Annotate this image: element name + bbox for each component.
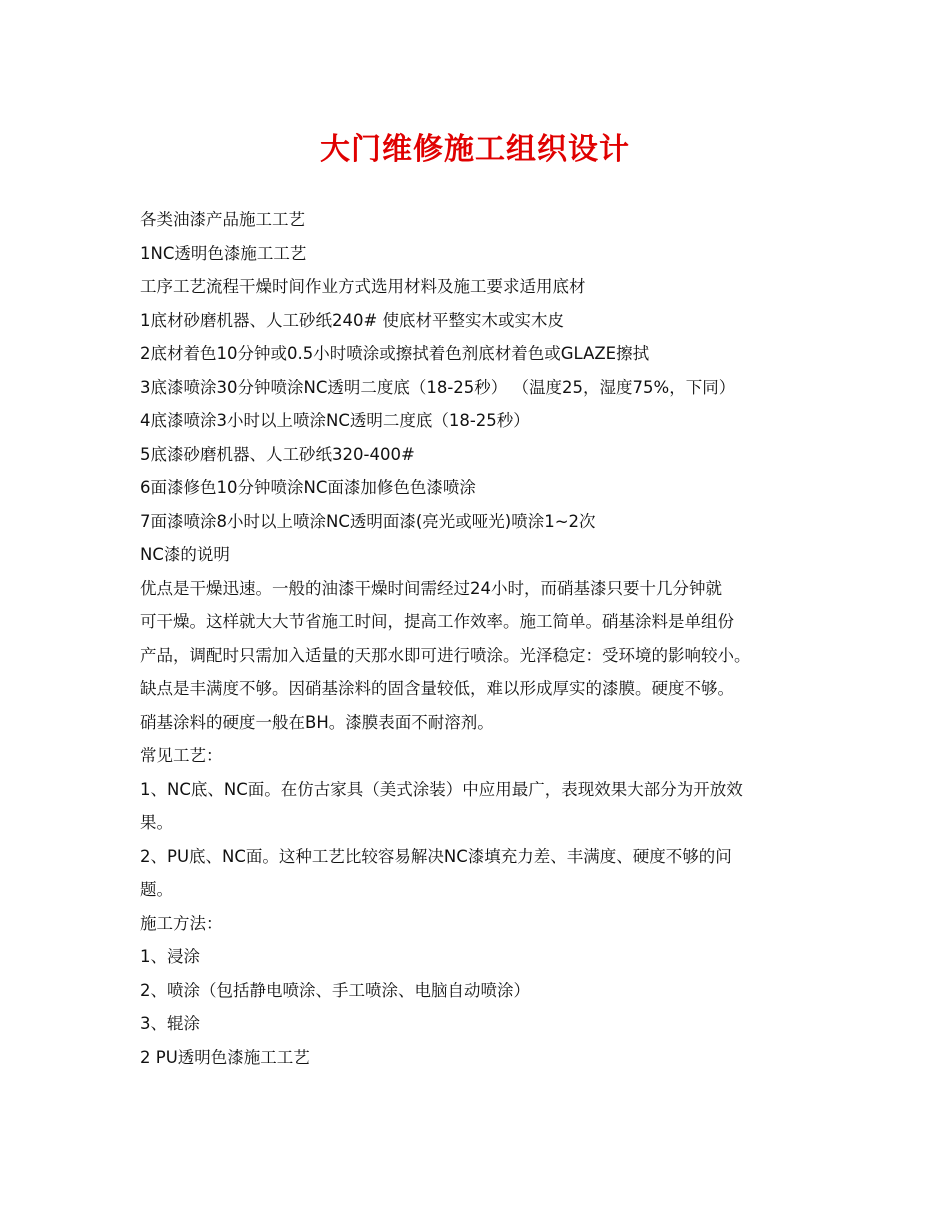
subsection-heading: 2 PU透明色漆施工工艺 bbox=[140, 1047, 310, 1067]
paragraph-line: 2、PU底、NC面。这种工艺比较容易解决NC漆填充力差、丰满度、硬度不够的问 bbox=[140, 846, 732, 866]
page-title: 大门维修施工组织设计 bbox=[320, 132, 630, 167]
paragraph-line: 可干燥。这样就大大节省施工时间，提高工作效率。施工简单。硝基涂料是单组份 bbox=[140, 612, 734, 631]
process-step: 2底材着色10分钟或0.5小时喷涂或擦拭着色剂底材着色或GLAZE擦拭 bbox=[140, 344, 650, 363]
process-step: 1底材砂磨机器、人工砂纸240# 使底材平整实木或实木皮 bbox=[140, 310, 565, 330]
list-item: 2、喷涂（包括静电喷涂、手工喷涂、电脑自动喷涂） bbox=[140, 980, 530, 1000]
process-step: 5底漆砂磨机器、人工砂纸320-400# bbox=[140, 444, 415, 464]
process-step: 4底漆喷涂3小时以上喷涂NC透明二度底（18-25秒） bbox=[140, 411, 530, 430]
paragraph-line: 优点是干燥迅速。一般的油漆干燥时间需经过24小时，而硝基漆只要十几分钟就 bbox=[140, 578, 722, 598]
subsection-heading: 1NC透明色漆施工工艺 bbox=[140, 243, 307, 263]
list-item: 3、辊涂 bbox=[140, 1014, 200, 1033]
process-step: 3底漆喷涂30分钟喷涂NC透明二度底（18-25秒） （温度25，湿度75%，下同） bbox=[140, 377, 736, 397]
list-item: 1、浸涂 bbox=[140, 947, 200, 966]
paragraph-line: 1、NC底、NC面。在仿古家具（美式涂装）中应用最广，表现效果大部分为开放效 bbox=[140, 779, 743, 799]
subsection-heading: NC漆的说明 bbox=[140, 545, 230, 564]
document-body bbox=[140, 203, 830, 1074]
paragraph-line: 产品，调配时只需加入适量的天那水即可进行喷涂。光泽稳定：受环境的影响较小。 bbox=[140, 645, 751, 665]
paragraph-line: 硝基涂料的硬度一般在BH。漆膜表面不耐溶剂。 bbox=[140, 712, 494, 732]
paragraph-line: 缺点是丰满度不够。因硝基涂料的固含量较低，难以形成厚实的漆膜。硬度不够。 bbox=[140, 679, 734, 698]
paragraph-line: 题。 bbox=[140, 880, 173, 899]
subsection-heading: 施工方法： bbox=[140, 913, 223, 933]
subsection-heading: 常见工艺： bbox=[140, 746, 223, 765]
paragraph-line: 果。 bbox=[140, 813, 173, 832]
process-table-header: 工序工艺流程干燥时间作业方式选用材料及施工要求适用底材 bbox=[140, 277, 586, 296]
process-step: 7面漆喷涂8小时以上喷涂NC透明面漆(亮光或哑光)喷涂1~2次 bbox=[140, 511, 596, 531]
process-step: 6面漆修色10分钟喷涂NC面漆加修色色漆喷涂 bbox=[140, 478, 476, 497]
section-heading: 各类油漆产品施工工艺 bbox=[140, 210, 305, 229]
